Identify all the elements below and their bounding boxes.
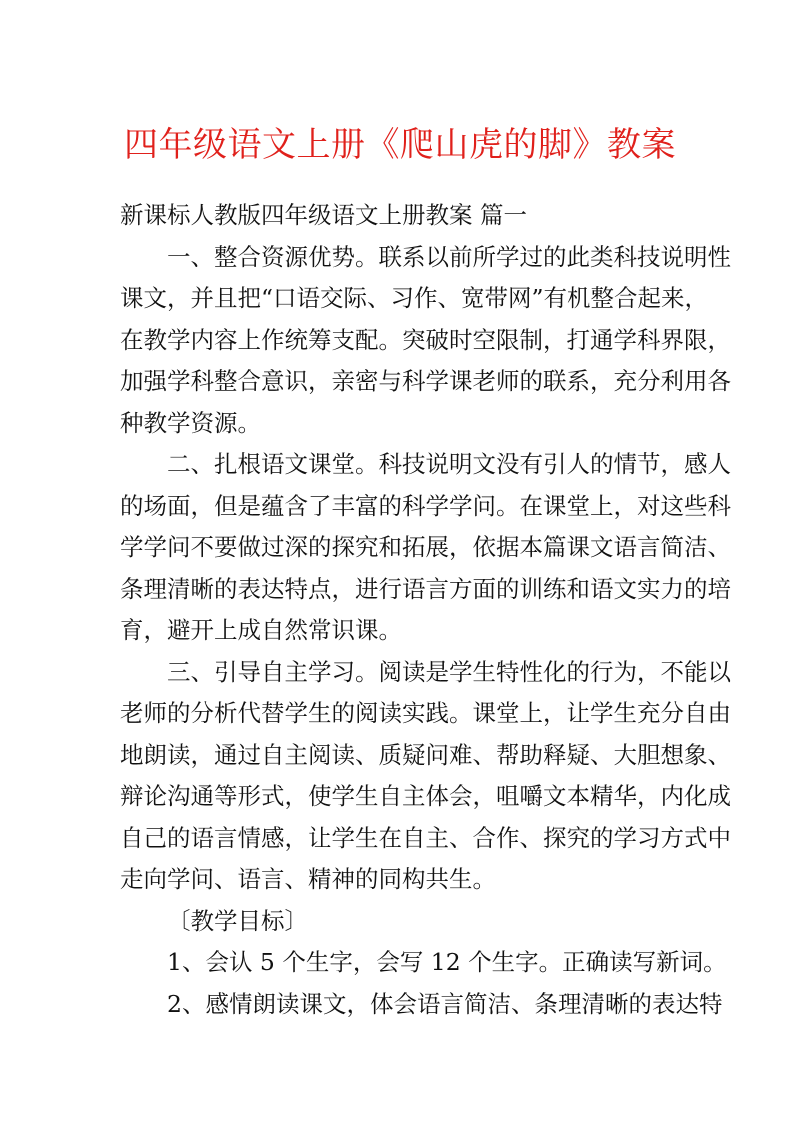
paragraph-line: 走向学问、语言、精神的同构共生。 bbox=[120, 865, 496, 893]
paragraph-line: 的场面，但是蕴含了丰富的科学学问。在课堂上，对这些科 bbox=[120, 491, 731, 520]
paragraph-3 bbox=[120, 652, 731, 901]
goal-item-1 bbox=[120, 942, 727, 984]
paragraph-line: 课文，并且把“口语交际、习作、宽带网”有机整合起来， bbox=[120, 284, 709, 312]
paragraph-line: 在教学内容上作统筹支配。突破时空限制，打通学科界限， bbox=[120, 325, 731, 354]
paragraph-line: 自己的语言情感，让学生在自主、合作、探究的学习方式中 bbox=[120, 823, 731, 852]
goal-item-2 bbox=[120, 984, 723, 1026]
paragraph-line: 加强学科整合意识，亲密与科学课老师的联系，充分利用各 bbox=[120, 367, 731, 395]
paragraph-line: 老师的分析代替学生的阅读实践。课堂上，让学生充分自由 bbox=[120, 699, 731, 727]
paragraph-line: 条理清晰的表达特点，进行语言方面的训练和语文实力的培 bbox=[120, 574, 731, 603]
paragraph-line: 学学问不要做过深的探究和拓展，依据本篇课文语言简洁、 bbox=[120, 533, 731, 561]
goal-line: 2、感情朗读课文，体会语言简洁、条理清晰的表达特 bbox=[167, 989, 723, 1018]
goal-line: 1、会认 5 个生字，会写 12 个生字。正确读写新词。 bbox=[167, 948, 727, 976]
goals-heading-line: 〔教学目标〕 bbox=[167, 906, 308, 935]
paragraph-line: 三、引导自主学习。阅读是学生特性化的行为，不能以 bbox=[167, 657, 731, 686]
subtitle-line: 新课标人教版四年级语文上册教案 篇一 bbox=[120, 201, 527, 229]
goals-heading bbox=[120, 901, 683, 943]
paragraph-2 bbox=[120, 444, 731, 652]
paragraph-1 bbox=[120, 237, 731, 445]
paragraph-line: 地朗读，通过自主阅读、质疑问难、帮助释疑、大胆想象、 bbox=[120, 740, 731, 769]
document-title: 四年级语文上册《爬山虎的脚》教案 bbox=[124, 125, 676, 165]
paragraph-line: 育，避开上成自然常识课。 bbox=[120, 616, 402, 644]
paragraph-line: 二、扎根语文课堂。科技说明文没有引人的情节，感人 bbox=[167, 450, 731, 478]
paragraph-line: 一、整合资源优势。联系以前所学过的此类科技说明性 bbox=[167, 242, 731, 271]
document-body bbox=[120, 195, 731, 1025]
paragraph-line: 辩论沟通等形式，使学生自主体会，咀嚼文本精华，内化成 bbox=[120, 782, 731, 810]
subtitle bbox=[120, 195, 683, 237]
paragraph-line: 种教学资源。 bbox=[120, 408, 261, 437]
